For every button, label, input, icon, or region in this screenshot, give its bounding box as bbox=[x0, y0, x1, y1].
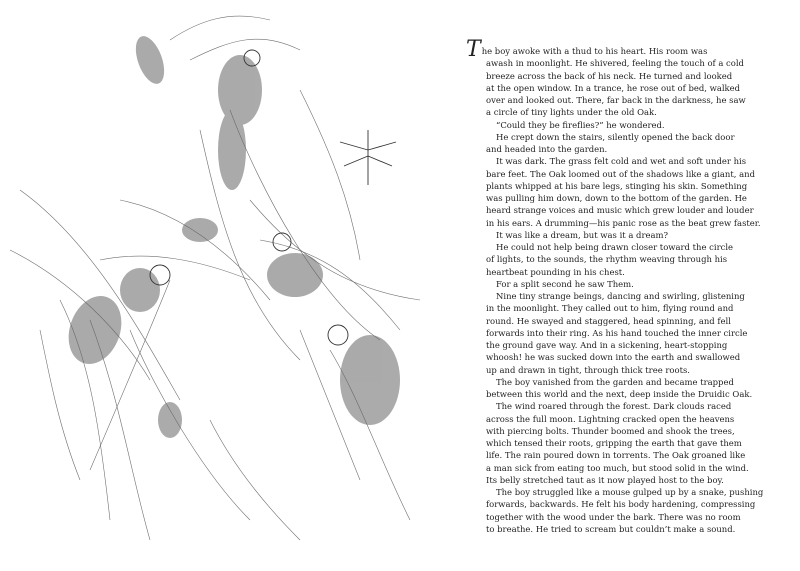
paragraph-7: For a split second he saw Them. bbox=[496, 278, 634, 289]
paragraph-8: Nine tiny strange beings, dancing and swirling, glistening in the moonlight. They called out to him, flying round and round. He swayed and staggered, head spinning, and fell forwards into their ring. As his hand touched the inner circle the ground gave way. And in a sickening, heart-stopping whoosh! he was sucked down into the earth and swallowed up and drawn in tight, through thick tree roots. bbox=[486, 291, 748, 375]
paragraph-2: “Could they be fireflies?” he wondered. bbox=[496, 119, 665, 130]
paragraph-10: The wind roared through the forest. Dark clouds raced across the full moon. Lightning cracked open the heavens with piercing bolts. Thunder boomed and shook the trees, which tensed their roots, gripping the earth that gave them life. The rain poured down in torrents. The Oak groaned like a man sick from eating too much, but stood solid in the wind. Its belly stretched taut as it now played host to the boy. bbox=[486, 401, 749, 485]
drop-cap: T bbox=[466, 37, 481, 62]
paragraph-3: He crept down the stairs, silently opened the back door and headed into the garden. bbox=[486, 131, 735, 154]
paragraph-6: He could not help being drawn closer toward the circle of lights, to the sounds, the rhythm weaving through his heartbeat pounding in his chest. bbox=[486, 242, 734, 277]
paragraph-9: The boy vanished from the garden and became trapped between this world and the next, deep inside the Druidic Oak. bbox=[486, 376, 753, 399]
paragraph-1: The boy awoke with a thud to his heart. His room was awash in moonlight. He shivered, feeling the touch of a cold breeze across the back of his neck. He turned and looked at the open window. In a trance, he rose out of bed, walked over and looked out. There, far back in the darkness, he saw a circle of tiny lights under the old Oak. bbox=[466, 37, 746, 118]
paragraph-5: It was like a dream, but was it a dream? bbox=[496, 229, 669, 240]
paragraph-11: The boy struggled like a mouse gulped up by a snake, pushing forwards, backwards. He felt his body hardening, compressing together with the wood under the bark. There was no room to breathe. He tried to scream but couldn’t make a sound. bbox=[486, 487, 764, 534]
paragraph-4: It was dark. The grass felt cold and wet and soft under his bare feet. The Oak loomed out of the shadows like a giant, and plants whipped at his bare legs, stinging his skin. Something was pulling him down, down to the bottom of the garden. He heard strange voices and music which grew louder and louder in his ears. A drumming—his panic rose as the beat grew faster. bbox=[486, 156, 761, 228]
text-page bbox=[466, 37, 764, 535]
